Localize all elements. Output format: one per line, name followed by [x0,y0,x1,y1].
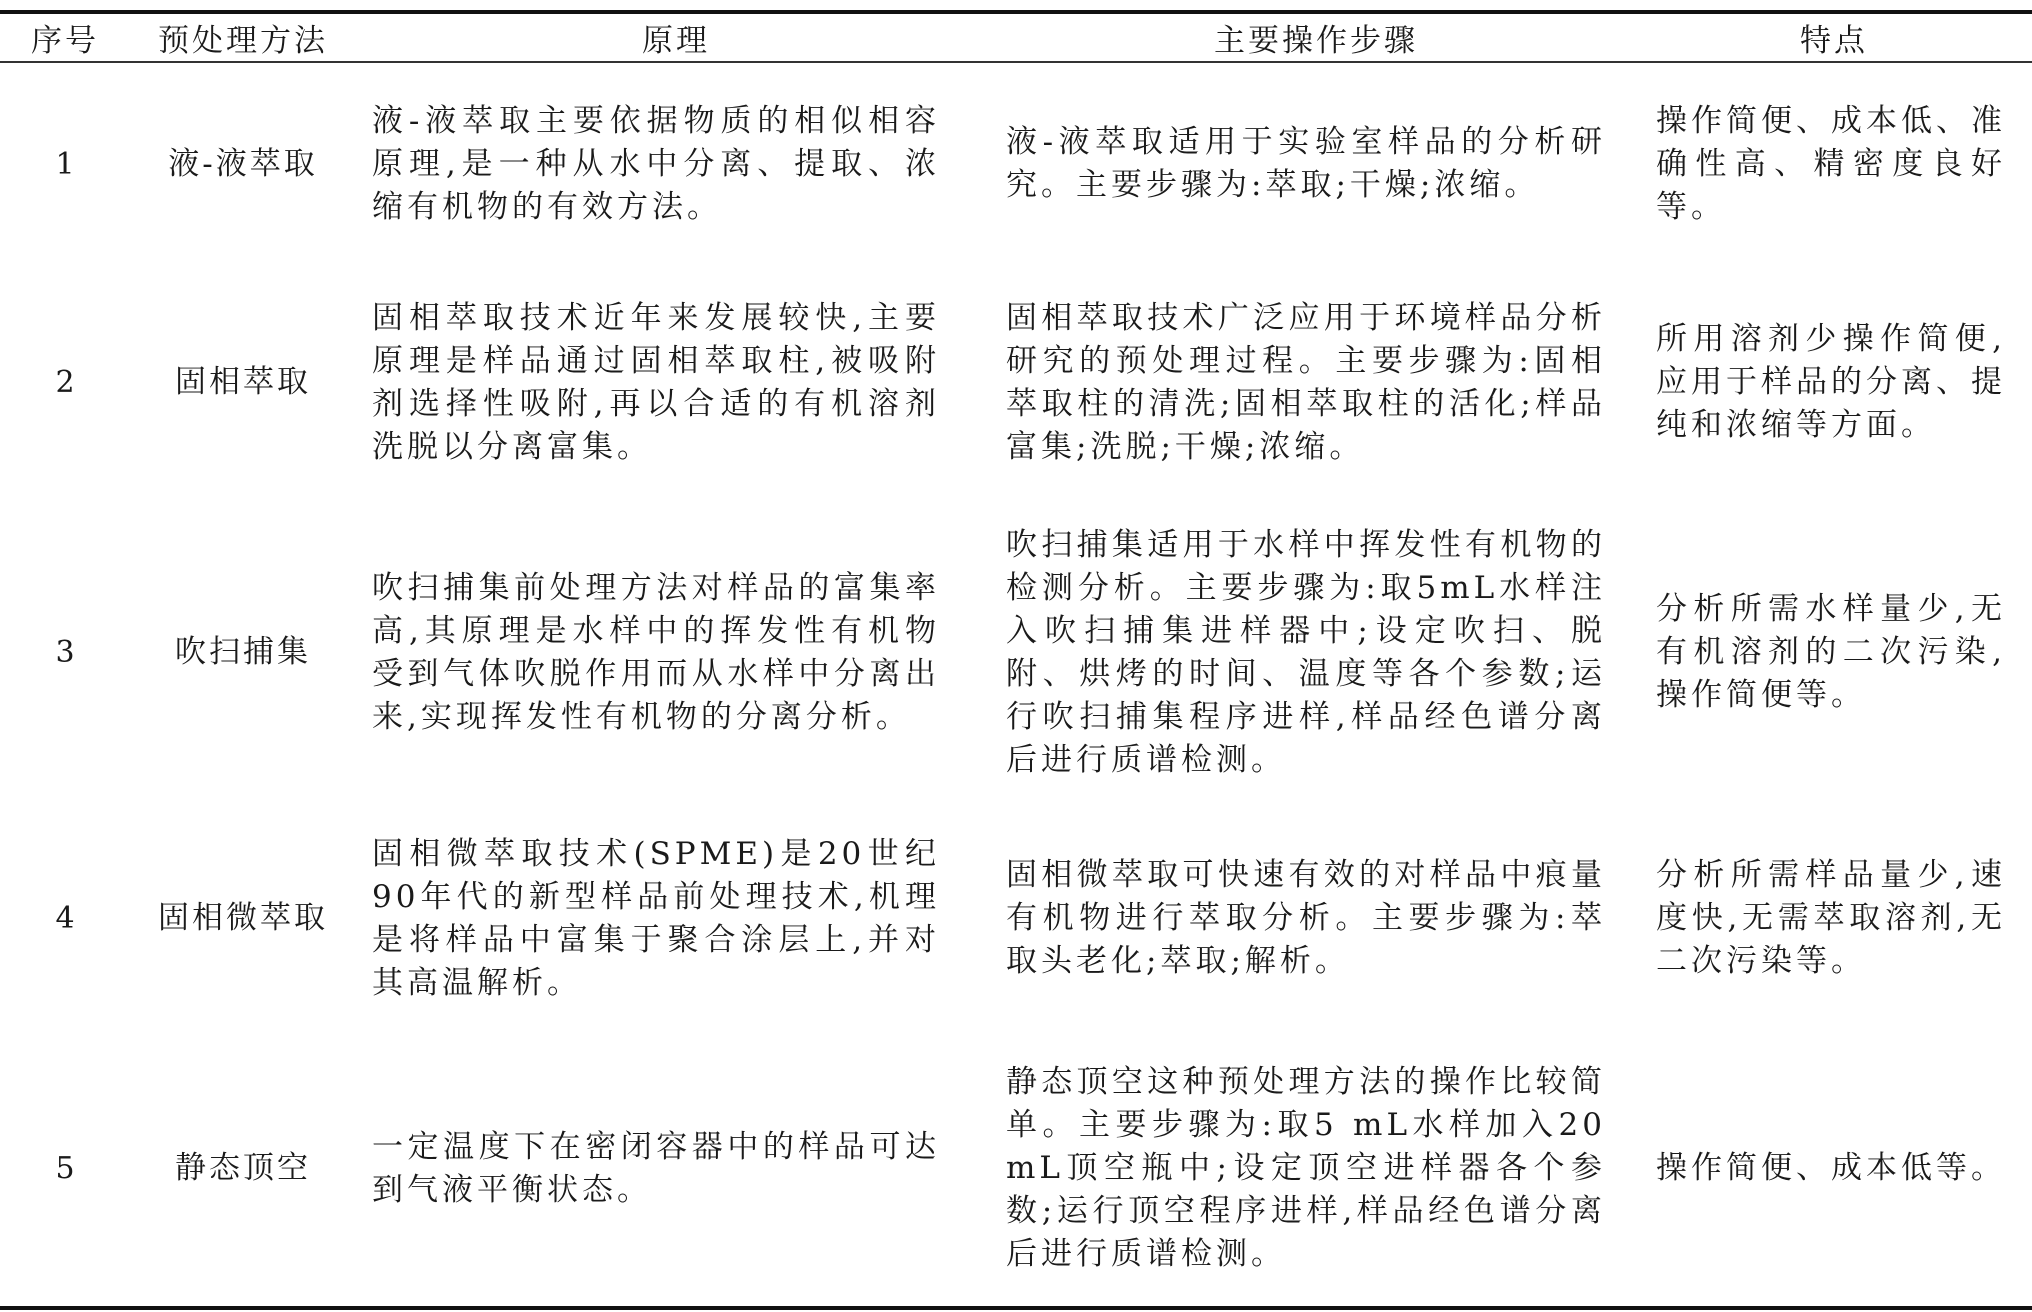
row-steps: 吹扫捕集适用于水样中挥发性有机物的检测分析。主要步骤为:取5mL水样注入吹扫捕集进样器中;设定吹扫、脱附、烘烤的时间、温度等各个参数;运行吹扫捕集程序进样,样品经色谱分离后进行质谱检测。 [1006,526,1606,778]
row-no-cell [0,266,130,501]
row-method-cell [130,805,356,1031]
row-no: 3 [55,635,75,671]
row-feature: 分析所需样品量少,速度快,无需萃取溶剂,无二次污染等。 [1656,857,2006,980]
row-steps-cell [996,1032,1636,1308]
row-principle: 液-液萃取主要依据物质的相似相容原理,是一种从水中分离、提取、浓缩有机物的有效方法。 [372,102,940,225]
row-feature-cell [1636,500,2032,805]
row-no-cell [0,500,130,805]
row-feature-cell [1636,62,2032,266]
table-row [0,500,2032,805]
row-feature: 操作简便、成本低、准确性高、精密度良好等。 [1656,102,2006,225]
row-feature: 所用溶剂少操作简便,应用于样品的分离、提纯和浓缩等方面。 [1656,321,2006,444]
table-row [0,62,2032,266]
table-header [0,12,2032,62]
table-body [0,62,2032,1308]
row-steps: 固相萃取技术广泛应用于环境样品分析研究的预处理过程。主要步骤为:固相萃取柱的清洗;固相萃取柱的活化;样品富集;洗脱;干燥;浓缩。 [1006,299,1606,465]
row-principle: 固相萃取技术近年来发展较快,主要原理是样品通过固相萃取柱,被吸附剂选择性吸附,再以合适的有机溶剂洗脱以分离富集。 [372,299,940,465]
row-principle-cell [356,62,996,266]
row-steps: 静态顶空这种预处理方法的操作比较简单。主要步骤为:取5 mL水样加入20 mL顶空瓶中;设定顶空进样器各个参数;运行顶空程序进样,样品经色谱分离后进行质谱检测。 [1006,1064,1606,1273]
row-principle: 一定温度下在密闭容器中的样品可达到气液平衡状态。 [372,1128,940,1208]
table-row [0,1032,2032,1308]
row-principle-cell [356,500,996,805]
row-no: 5 [55,1151,75,1187]
row-feature-cell [1636,805,2032,1031]
row-principle: 固相微萃取技术(SPME)是20世纪90年代的新型样品前处理技术,机理是将样品中富集于聚合涂层上,并对其高温解析。 [372,835,940,1001]
header-feature: 特点 [1636,12,2032,62]
row-no-cell [0,1032,130,1308]
row-no: 4 [55,901,75,937]
row-method: 液-液萃取 [168,145,318,182]
row-feature-cell [1636,1032,2032,1308]
row-steps-cell [996,266,1636,501]
row-steps-cell [996,62,1636,266]
row-method-cell [130,62,356,266]
row-method: 静态顶空 [175,1150,311,1187]
row-principle-cell [356,805,996,1031]
table-row [0,805,2032,1031]
row-no: 1 [55,146,75,182]
row-method-cell [130,500,356,805]
header-no: 序号 [0,12,130,62]
header-method: 预处理方法 [130,12,356,62]
row-principle-cell [356,266,996,501]
header-principle: 原理 [356,12,996,62]
row-steps-cell [996,805,1636,1031]
row-steps-cell [996,500,1636,805]
row-principle: 吹扫捕集前处理方法对样品的富集率高,其原理是水样中的挥发性有机物受到气体吹脱作用而从水样中分离出来,实现挥发性有机物的分离分析。 [372,569,940,735]
pretreatment-methods-table [0,10,2032,1310]
header-row [0,12,2032,62]
row-method: 固相萃取 [175,364,311,401]
row-principle-cell [356,1032,996,1308]
row-method-cell [130,1032,356,1308]
row-feature: 分析所需水样量少,无有机溶剂的二次污染,操作简便等。 [1656,591,2006,714]
row-no: 2 [55,365,75,401]
row-method: 固相微萃取 [158,900,328,937]
row-no-cell [0,805,130,1031]
row-steps: 液-液萃取适用于实验室样品的分析研究。主要步骤为:萃取;干燥;浓缩。 [1006,124,1606,204]
row-method: 吹扫捕集 [175,634,311,671]
row-steps: 固相微萃取可快速有效的对样品中痕量有机物进行萃取分析。主要步骤为:萃取头老化;萃取;解析。 [1006,857,1606,980]
table-row [0,266,2032,501]
row-no-cell [0,62,130,266]
row-feature: 操作简便、成本低等。 [1656,1150,2006,1187]
header-steps: 主要操作步骤 [996,12,1636,62]
row-method-cell [130,266,356,501]
row-feature-cell [1636,266,2032,501]
